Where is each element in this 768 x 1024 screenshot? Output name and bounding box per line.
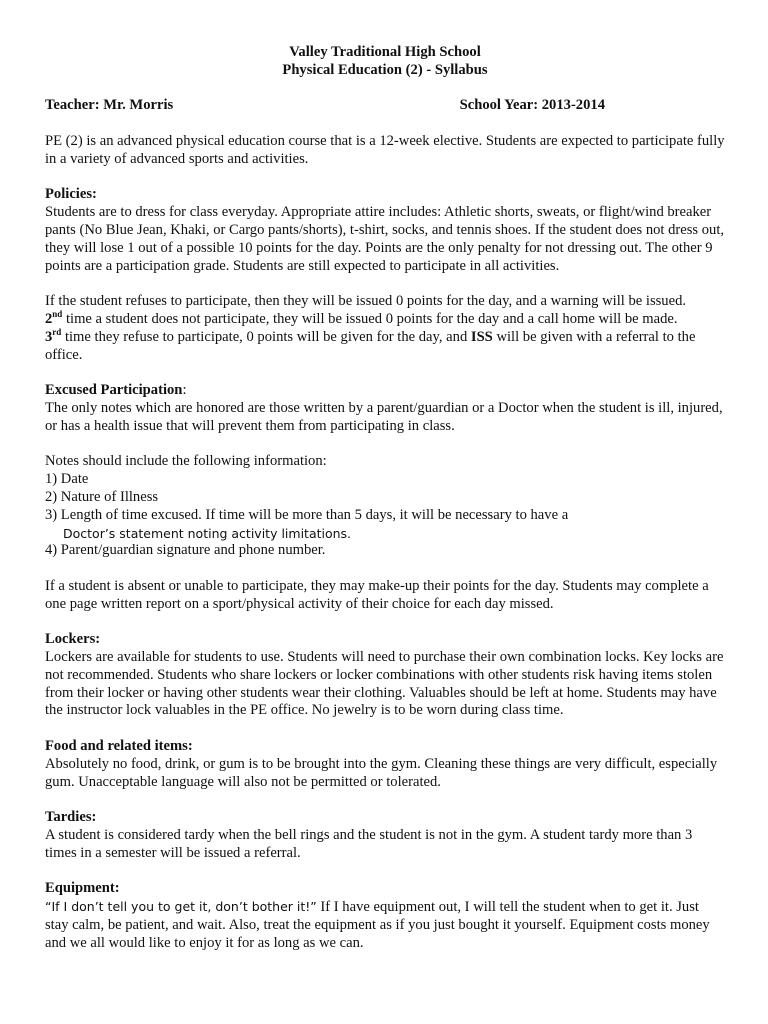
- food-body: Absolutely no food, drink, or gum is to be brought into the gym. Cleaning these things are very difficult, especially gum. Unacceptable language will also not be permitted or tolerated.: [45, 755, 718, 790]
- equipment-body-line: [45, 898, 725, 952]
- excused-colon: :: [182, 382, 187, 399]
- refusal-first: If the student refuses to participate, then they will be issued 0 points for the day, and a warning will be issued.: [45, 293, 687, 310]
- excused-heading-line: [45, 382, 725, 400]
- refusal-second-num: 2: [45, 310, 53, 327]
- refusal-second-text: time a student does not participate, they will be issued 0 points for the day and a call home will be made.: [62, 310, 678, 327]
- course-title: Physical Education (2) - Syllabus: [282, 61, 488, 78]
- list-item: 2) Nature of Illness: [45, 488, 159, 505]
- refusal-third-sup: rd: [52, 326, 62, 337]
- policies-body: Students are to dress for class everyday. Appropriate attire includes: Athletic shorts, sweats, or flight/wind breaker pants (No Blue Jean, Khaki, or Cargo pants/shorts), t-shirt, socks, and tennis shoes. If the student does not dress out, they will lose 1 out of a possible 10 points for the day. Points are the only penalty for not dressing out. The other 9 points are a participation grade. Students are still expected to participate in all activities.: [45, 204, 725, 274]
- refusal-third-text-a: time they refuse to participate, 0 points will be given for the day, and: [61, 328, 471, 345]
- list-item: 3) Length of time excused. If time will be more than 5 days, it will be necessary to have a: [45, 506, 569, 523]
- excused-heading: Excused Participation: [45, 382, 183, 399]
- intro-paragraph: PE (2) is an advanced physical education course that is a 12-week elective. Students are expected to participate fully in a variety of advanced sports and activities.: [45, 132, 725, 167]
- refusal-third: [45, 326, 725, 365]
- teacher-row: [45, 97, 725, 115]
- tardies-heading: Tardies:: [45, 809, 97, 826]
- refusal-second: [45, 311, 725, 329]
- iss-label: ISS: [470, 328, 493, 345]
- notes-intro: Notes should include the following information:: [45, 453, 327, 470]
- refusal-second-sup: nd: [52, 309, 63, 320]
- lockers-heading: Lockers:: [45, 631, 101, 648]
- list-item: 4) Parent/guardian signature and phone number.: [45, 542, 326, 559]
- list-item-continuation: Doctor’s statement noting activity limitations.: [63, 525, 352, 541]
- equipment-quote: “If I don’t tell you to get it, don’t bother it!”: [45, 899, 317, 915]
- equipment-heading: Equipment:: [45, 880, 120, 897]
- list-item: 1) Date: [45, 471, 89, 488]
- notes-list: [45, 453, 725, 560]
- makeup-paragraph: If a student is absent or unable to participate, they may make-up their points for the day. Students may complete a one page written report on a sport/physical activity of their choice for each day missed.: [45, 577, 709, 612]
- lockers-body: Lockers are available for students to use. Students will need to purchase their own combination locks. Key locks are not recommended. Students who share lockers or locker combinations with other students risk having items stolen from their locker or having other students wear their clothing. Valuables should be left at home. Students may have the instructor lock valuables in the PE office. No jewelry is to be worn during class time.: [45, 649, 724, 719]
- syllabus-page: [45, 44, 725, 953]
- policies-heading: Policies:: [45, 186, 97, 203]
- equipment-body: If I have equipment out, I will tell the student when to get it. Just stay calm, be patient, and wait. Also, treat the equipment as if you just bought it yourself. Equipment costs money and we all would like to enjoy it for as long as we can.: [45, 899, 710, 951]
- school-name: Valley Traditional High School: [289, 44, 481, 60]
- school-year: School Year: 2013-2014: [459, 97, 605, 114]
- refusal-third-text-b: will be given with a referral to the office.: [45, 328, 696, 363]
- teacher-name: Teacher: Mr. Morris: [45, 97, 174, 114]
- refusal-rules: [45, 293, 725, 364]
- tardies-body: A student is considered tardy when the bell rings and the student is not in the gym. A student tardy more than 3 times in a semester will be issued a referral.: [45, 827, 693, 861]
- food-heading: Food and related items:: [45, 738, 193, 755]
- refusal-third-num: 3: [45, 328, 53, 345]
- excused-body: The only notes which are honored are those written by a parent/guardian or a Doctor when the student is ill, injured, or has a health issue that will prevent them from participating in class.: [45, 399, 723, 434]
